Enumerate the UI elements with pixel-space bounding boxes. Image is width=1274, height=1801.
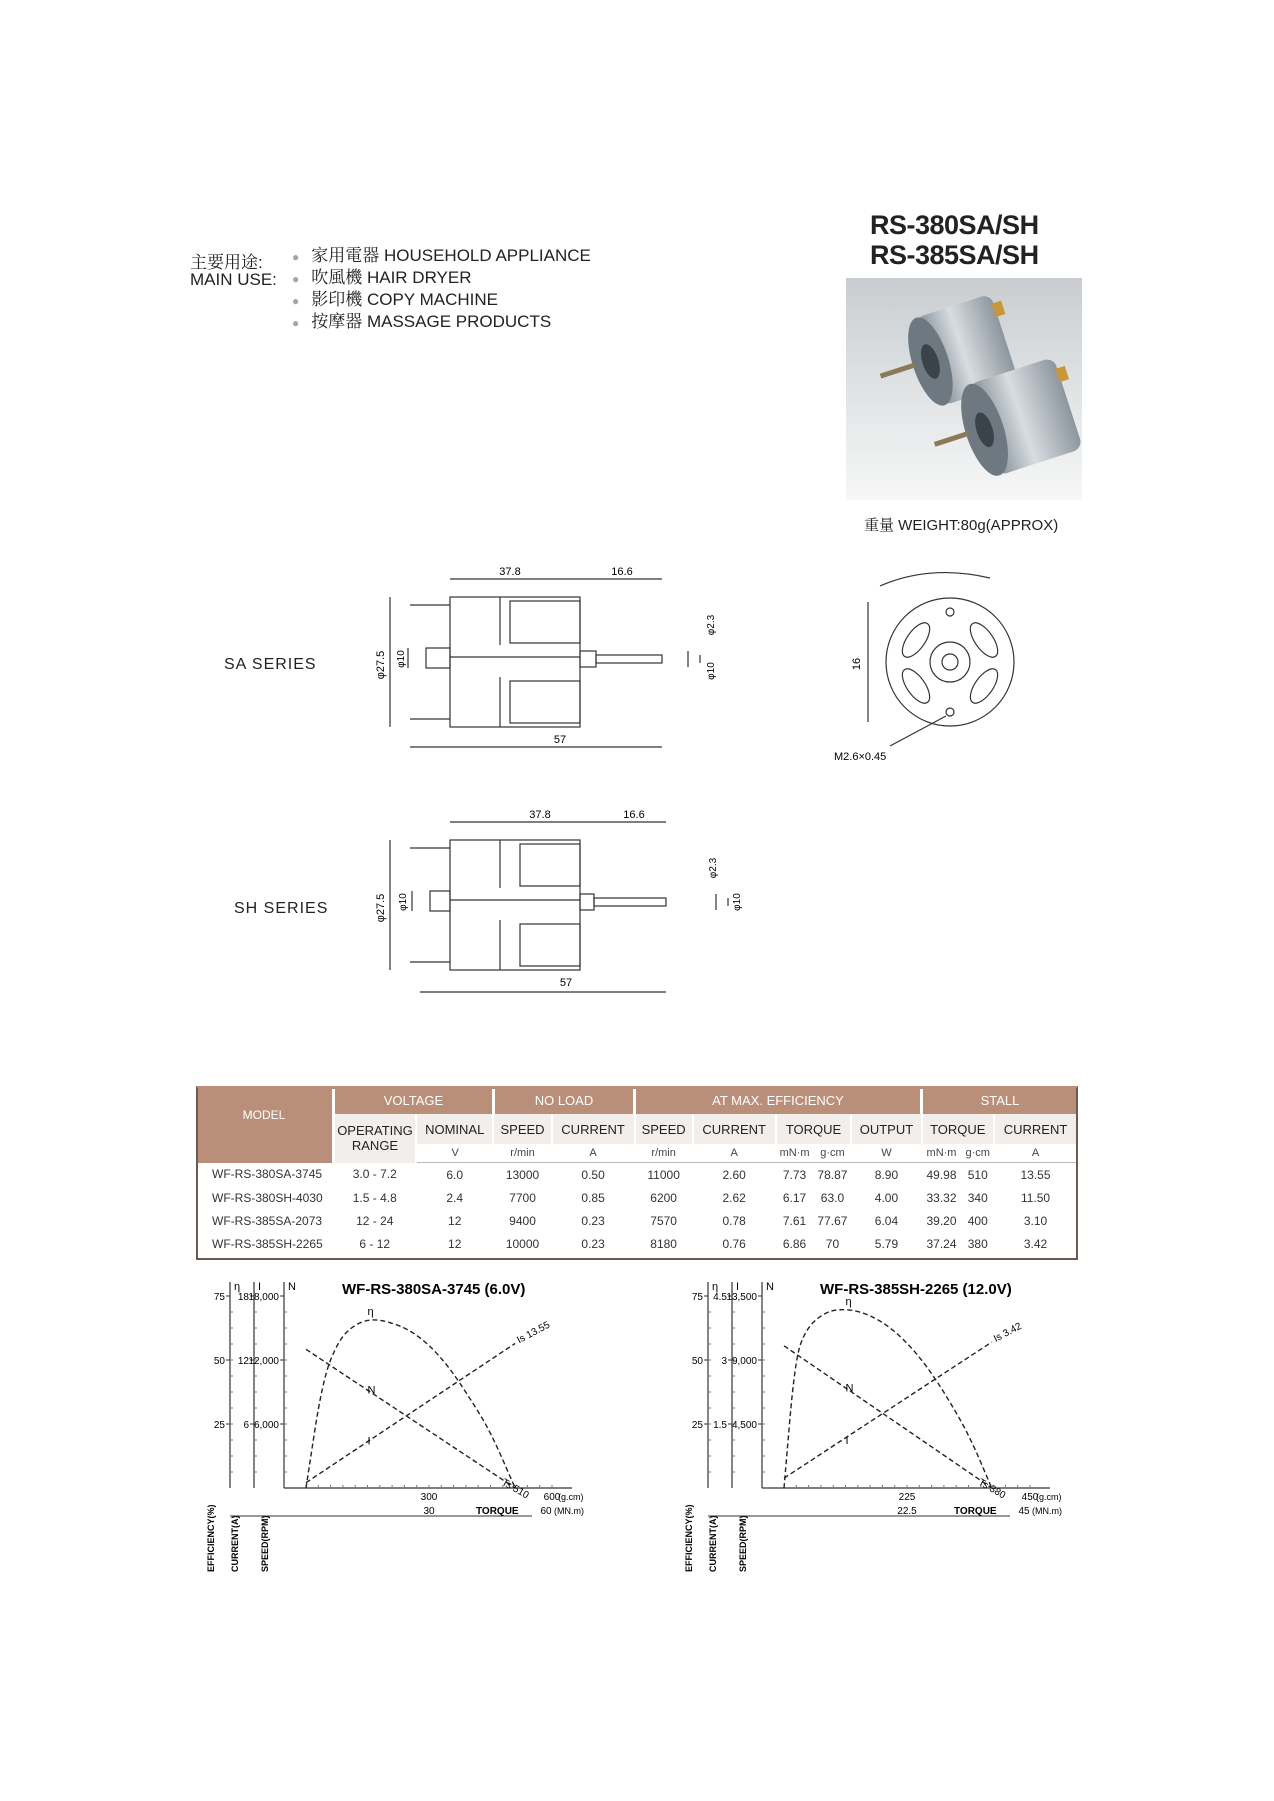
table-cell: 0.76	[722, 1236, 746, 1251]
dim-shaft-boss-diameter: φ10	[732, 893, 743, 911]
annotation-stall-current: Is 13.55	[515, 1319, 552, 1347]
group-max-efficiency: AT MAX. EFFICIENCY	[635, 1086, 922, 1114]
sa-series-drawing	[370, 565, 730, 765]
x-tick-label: 600	[543, 1492, 561, 1503]
col-nominal: NOMINAL	[416, 1114, 493, 1144]
spec-table	[196, 1086, 1078, 1255]
dim-total-length: 57	[559, 977, 573, 989]
table-cell: 78.87	[817, 1167, 848, 1182]
group-voltage: VOLTAGE	[334, 1086, 494, 1114]
main-use-item	[292, 245, 591, 267]
y-tick-label: 18	[237, 1292, 249, 1303]
sh-series-drawing	[370, 808, 750, 1008]
table-cell: 0.50	[581, 1167, 605, 1182]
table-cell: 3.10	[1023, 1213, 1048, 1228]
x-axis-label: TORQUE	[476, 1506, 519, 1517]
table-cell: 12	[448, 1213, 462, 1228]
table-cell: 340	[967, 1190, 988, 1205]
series-line-current	[306, 1343, 515, 1482]
table-cell: 6.86	[782, 1236, 807, 1251]
table-cell: 7570	[650, 1213, 677, 1228]
table-cell: 49.98	[926, 1167, 957, 1182]
y-axis-label: EFFICIENCY(%)	[684, 1504, 694, 1572]
y-axis-label: CURRENT(A)	[230, 1515, 240, 1572]
motor-photo-illustration	[846, 278, 1082, 500]
y-axis-symbol: I	[736, 1281, 740, 1293]
y-tick-label: 75	[691, 1292, 703, 1303]
table-cell: 37.24	[926, 1236, 957, 1251]
y-tick-label: 13,500	[726, 1292, 757, 1303]
weight-label: 重量 WEIGHT:80g(APPROX)	[864, 517, 1059, 534]
y-tick-label: 4.5	[713, 1292, 727, 1303]
y-axis-symbol: N	[288, 1281, 296, 1293]
main-use-item-label: 按摩器 MASSAGE PRODUCTS	[311, 312, 552, 331]
performance-chart-385sh	[684, 1276, 1100, 1576]
x-tick-label-secondary: 45	[1018, 1506, 1030, 1517]
table-row	[196, 1186, 1077, 1209]
y-tick-label: 12	[237, 1356, 249, 1367]
unit-cell: V	[416, 1144, 493, 1163]
main-use-item-label: 吹風機 HAIR DRYER	[311, 268, 472, 287]
table-cell: 6 - 12	[359, 1236, 391, 1251]
dim-shaft-diameter: φ2.3	[708, 857, 719, 879]
main-use-item	[292, 289, 591, 311]
unit-cell: A	[994, 1144, 1077, 1163]
table-cell: 6200	[650, 1190, 677, 1205]
table-cell: 0.85	[581, 1190, 605, 1205]
unit-cell: A	[693, 1144, 776, 1163]
table-cell: 510	[967, 1167, 988, 1182]
dim-body-diameter: φ27.5	[375, 893, 387, 923]
y-tick-label: 9,000	[731, 1356, 757, 1367]
table-cell: 0.23	[581, 1213, 605, 1228]
table-cell: 400	[967, 1213, 988, 1228]
annotation-stall-torque: Ts 510	[499, 1477, 531, 1502]
table-cell: 2.62	[722, 1190, 746, 1205]
main-use-item-label: 家用電器 HOUSEHOLD APPLIANCE	[311, 246, 591, 265]
series-line-current	[784, 1342, 992, 1478]
dim-total-length: 57	[553, 734, 567, 746]
performance-chart-380sa	[206, 1276, 622, 1576]
col-current: CURRENT	[994, 1114, 1077, 1144]
dim-boss-diameter: φ10	[398, 893, 409, 911]
y-axis-label: SPEED(RPM)	[738, 1515, 748, 1572]
chart-title: WF-RS-380SA-3745 (6.0V)	[342, 1281, 526, 1298]
table-cell: 6.17	[782, 1190, 807, 1205]
chart-title: WF-RS-385SH-2265 (12.0V)	[820, 1281, 1012, 1298]
sh-series-label: SH SERIES	[234, 900, 329, 917]
x-unit-secondary: (MN.m)	[1032, 1506, 1062, 1516]
table-cell: WF-RS-385SH-2265	[212, 1236, 323, 1251]
table-cell: 3.42	[1023, 1236, 1048, 1251]
x-axis-label: TORQUE	[954, 1506, 997, 1517]
unit-cell: mN·m	[776, 1144, 814, 1163]
dim-boss-diameter: φ10	[396, 650, 407, 668]
col-current: CURRENT	[552, 1114, 635, 1144]
table-cell: 7.61	[782, 1213, 807, 1228]
table-cell: WF-RS-385SA-2073	[212, 1213, 323, 1228]
table-row	[196, 1163, 1077, 1187]
x-tick-label-secondary: 22.5	[897, 1506, 917, 1517]
model-header-spacer	[196, 1144, 334, 1163]
table-cell: 12	[448, 1236, 462, 1251]
y-tick-label: 4,500	[731, 1420, 757, 1431]
table-cell: 2.4	[446, 1190, 464, 1205]
series-line-efficiency	[784, 1310, 992, 1488]
unit-cell: r/min	[493, 1144, 551, 1163]
series-label: N	[845, 1382, 854, 1395]
table-cell: 2.60	[722, 1167, 746, 1182]
col-speed: SPEED	[493, 1114, 551, 1144]
series-label: I	[845, 1435, 849, 1448]
table-cell: WF-RS-380SA-3745	[212, 1167, 323, 1182]
model-title-line2: RS-385SA/SH	[870, 240, 1039, 270]
table-cell: 77.67	[817, 1213, 848, 1228]
unit-cell: r/min	[635, 1144, 693, 1163]
table-cell: 63.0	[820, 1190, 845, 1205]
main-use-label-cn: 主要用途:	[190, 253, 263, 272]
sa-series-label: SA SERIES	[224, 656, 317, 673]
table-cell: 70	[825, 1236, 840, 1251]
table-cell: 12 - 24	[356, 1213, 394, 1228]
table-cell: 13000	[505, 1167, 540, 1182]
dim-end-height: 16	[851, 657, 863, 671]
col-torque: TORQUE	[922, 1114, 995, 1144]
unit-cell: A	[552, 1144, 635, 1163]
table-cell: 1.5 - 4.8	[352, 1190, 397, 1205]
dim-body-length: 37.8	[529, 809, 551, 821]
dim-shaft-boss-diameter: φ10	[706, 662, 717, 680]
annotation-stall-torque: Ts 380	[976, 1477, 1008, 1502]
x-tick-label: 300	[420, 1492, 438, 1503]
y-axis-symbol: I	[258, 1281, 262, 1293]
group-no-load: NO LOAD	[493, 1086, 634, 1114]
dim-body-length: 37.8	[499, 566, 521, 578]
series-line-speed	[306, 1349, 515, 1488]
table-cell: 380	[967, 1236, 988, 1251]
table-cell: 11.50	[1020, 1190, 1051, 1205]
y-tick-label: 50	[691, 1356, 703, 1367]
table-cell: 33.32	[926, 1190, 957, 1205]
table-cell: 11000	[647, 1167, 680, 1182]
series-line-speed	[784, 1346, 992, 1488]
y-tick-label: 18,000	[248, 1292, 279, 1303]
table-cell: 7700	[509, 1190, 536, 1205]
table-cell: 39.20	[926, 1213, 957, 1228]
series-label: N	[367, 1384, 376, 1397]
y-tick-label: 6	[243, 1420, 249, 1431]
bullet-icon: ●	[292, 250, 300, 264]
y-tick-label: 1.5	[713, 1420, 727, 1431]
col-operating-range: OPERATING RANGE	[334, 1114, 417, 1163]
y-tick-label: 75	[213, 1292, 225, 1303]
col-model: MODEL	[196, 1086, 334, 1144]
series-label: I	[367, 1435, 371, 1448]
x-tick-label-secondary: 60	[540, 1506, 552, 1517]
table-cell: 0.23	[581, 1236, 605, 1251]
table-cell: 6.0	[446, 1167, 464, 1182]
series-line-efficiency	[306, 1320, 515, 1488]
main-use-item	[292, 267, 591, 289]
x-unit-secondary: (MN.m)	[554, 1506, 584, 1516]
y-axis-symbol: η	[234, 1281, 241, 1293]
model-title-line1: RS-380SA/SH	[870, 210, 1039, 240]
x-tick-label-secondary: 30	[423, 1506, 435, 1517]
table-cell: 7.73	[782, 1167, 807, 1182]
main-use-label-en: MAIN USE:	[190, 270, 277, 289]
x-tick-label: 450	[1021, 1492, 1039, 1503]
annotation-stall-current: Is 3.42	[991, 1320, 1024, 1345]
table-cell: 6.04	[874, 1213, 899, 1228]
table-row	[196, 1209, 1077, 1232]
dim-shaft-diameter: φ2.3	[706, 614, 717, 636]
series-label: η	[845, 1295, 852, 1308]
table-cell: 10000	[505, 1236, 540, 1251]
col-output: OUTPUT	[851, 1114, 921, 1144]
unit-cell: W	[851, 1144, 921, 1163]
main-use-item	[292, 311, 591, 333]
x-tick-label: 225	[898, 1492, 916, 1503]
col-current: CURRENT	[693, 1114, 776, 1144]
y-tick-label: 3	[721, 1356, 727, 1367]
unit-cell: g·cm	[813, 1144, 851, 1163]
x-unit-primary: (g.cm)	[558, 1492, 584, 1502]
y-tick-label: 12,000	[248, 1356, 279, 1367]
unit-cell: mN·m	[922, 1144, 962, 1163]
table-cell: WF-RS-380SH-4030	[212, 1190, 323, 1205]
y-axis-symbol: η	[712, 1281, 719, 1293]
table-cell: 13.55	[1020, 1167, 1051, 1182]
dim-shaft-length: 16.6	[611, 566, 633, 578]
bullet-icon: ●	[292, 272, 300, 286]
y-axis-label: CURRENT(A)	[708, 1515, 718, 1572]
y-axis-label: SPEED(RPM)	[260, 1515, 270, 1572]
col-speed: SPEED	[635, 1114, 693, 1144]
group-stall: STALL	[922, 1086, 1077, 1114]
col-torque: TORQUE	[776, 1114, 852, 1144]
table-cell: 9400	[509, 1213, 536, 1228]
table-cell: 4.00	[874, 1190, 899, 1205]
table-cell: 5.79	[874, 1236, 899, 1251]
table-cell: 3.0 - 7.2	[352, 1167, 397, 1182]
series-label: η	[367, 1306, 374, 1319]
y-axis-symbol: N	[766, 1281, 774, 1293]
y-tick-label: 6,000	[253, 1420, 279, 1431]
end-view-drawing	[820, 560, 1040, 770]
model-title	[870, 210, 1039, 270]
unit-cell: g·cm	[961, 1144, 994, 1163]
table-row	[196, 1232, 1077, 1255]
y-tick-label: 25	[691, 1420, 703, 1431]
bullet-icon: ●	[292, 316, 300, 330]
y-tick-label: 50	[213, 1356, 225, 1367]
table-cell: 8.90	[874, 1167, 899, 1182]
bullet-icon: ●	[292, 294, 300, 308]
motor-photo	[846, 278, 1082, 500]
y-tick-label: 25	[213, 1420, 225, 1431]
table-cell: 8180	[650, 1236, 677, 1251]
dim-thread: M2.6×0.45	[834, 751, 887, 763]
dim-body-diameter: φ27.5	[375, 650, 387, 680]
y-axis-label: EFFICIENCY(%)	[206, 1504, 216, 1572]
main-use-list	[292, 245, 591, 333]
x-unit-primary: (g.cm)	[1036, 1492, 1062, 1502]
table-cell: 0.78	[722, 1213, 746, 1228]
main-use-item-label: 影印機 COPY MACHINE	[311, 290, 498, 309]
dim-shaft-length: 16.6	[623, 809, 645, 821]
